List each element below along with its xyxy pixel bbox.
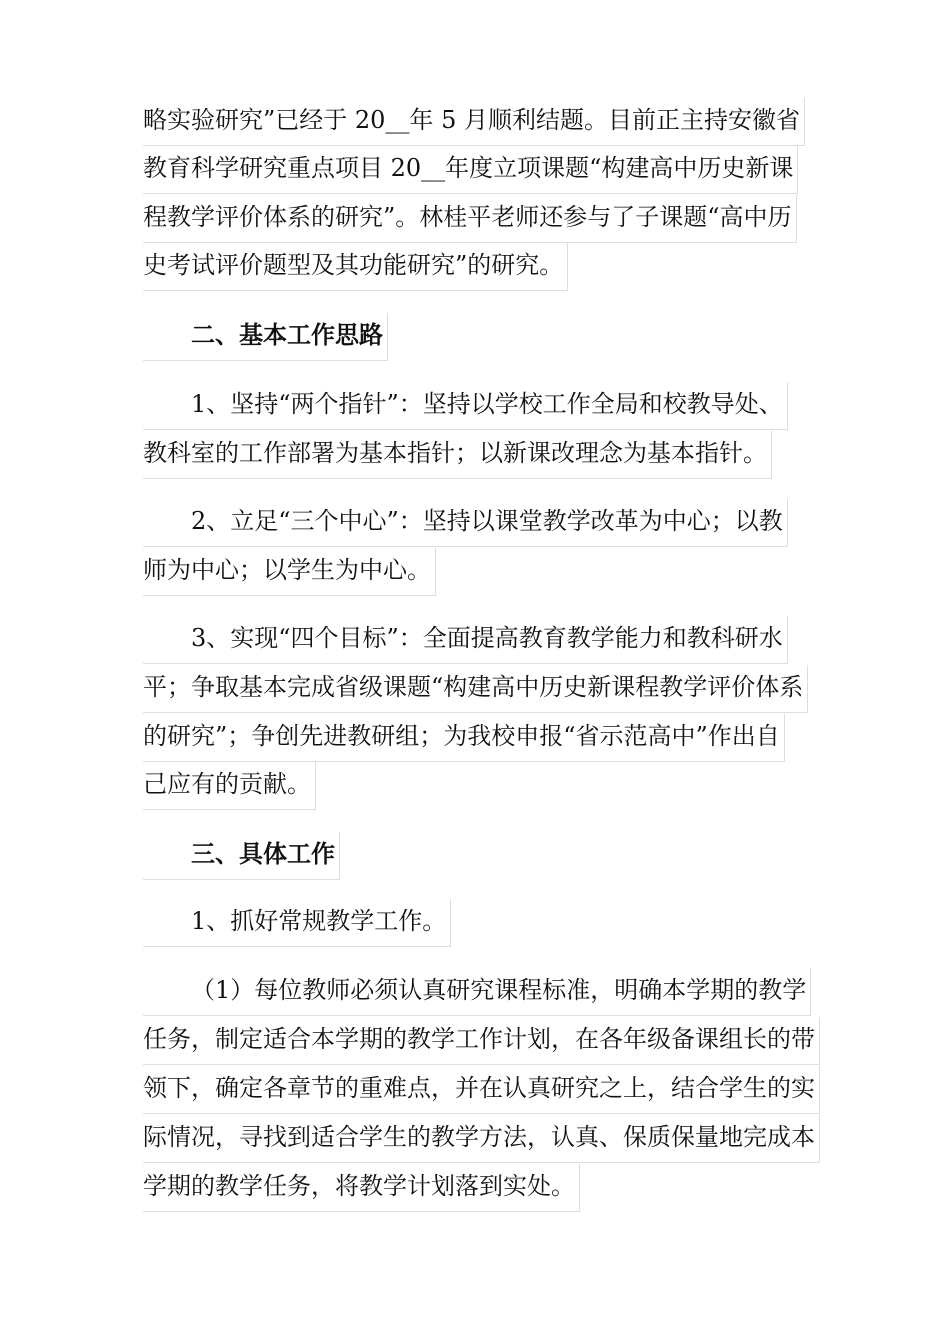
paragraph-line: 的研究”；争创先进教研组；为我校申报“省示范高中”作出自 bbox=[143, 714, 785, 762]
paragraph-line: 教科室的工作部署为基本指针；以新课改理念为基本指针。 bbox=[143, 431, 772, 479]
paragraph-line: 史考试评价题型及其功能研究”的研究。 bbox=[143, 243, 568, 291]
paragraph-line: 平；争取基本完成省级课题“构建高中历史新课程教学评价体系 bbox=[143, 665, 808, 713]
paragraph-line: 任务，制定适合本学期的教学工作计划，在各年级备课组长的带 bbox=[143, 1017, 820, 1065]
section-heading: 二、基本工作思路 bbox=[143, 313, 388, 361]
paragraph-line: 1、坚持“两个指针”：坚持以学校工作全局和校教导处、 bbox=[143, 382, 788, 430]
paragraph-line: 3、实现“四个目标”：全面提高教育教学能力和教科研水 bbox=[143, 616, 788, 664]
paragraph-line: 师为中心；以学生为中心。 bbox=[143, 548, 436, 596]
paragraph-line: 教育科学研究重点项目 20__年度立项课题“构建高中历史新课 bbox=[143, 146, 798, 194]
section-heading: 三、具体工作 bbox=[143, 832, 340, 880]
paragraph-line: 略实验研究”已经于 20__年 5 月顺利结题。目前正主持安徽省 bbox=[143, 98, 805, 146]
paragraph-line: 领下，确定各章节的重难点，并在认真研究之上，结合学生的实 bbox=[143, 1066, 820, 1114]
paragraph-line: （1）每位教师必须认真研究课程标准，明确本学期的教学 bbox=[143, 968, 811, 1016]
paragraph-line: 2、立足“三个中心”：坚持以课堂教学改革为中心；以教 bbox=[143, 499, 788, 547]
paragraph-line: 程教学评价体系的研究”。林桂平老师还参与了子课题“高中历 bbox=[143, 195, 797, 243]
paragraph-line: 学期的教学任务，将教学计划落到实处。 bbox=[143, 1164, 580, 1212]
paragraph-line: 际情况，寻找到适合学生的教学方法，认真、保质保量地完成本 bbox=[143, 1115, 820, 1163]
paragraph-line: 己应有的贡献。 bbox=[143, 762, 316, 810]
paragraph-line: 1、抓好常规教学工作。 bbox=[143, 899, 451, 947]
